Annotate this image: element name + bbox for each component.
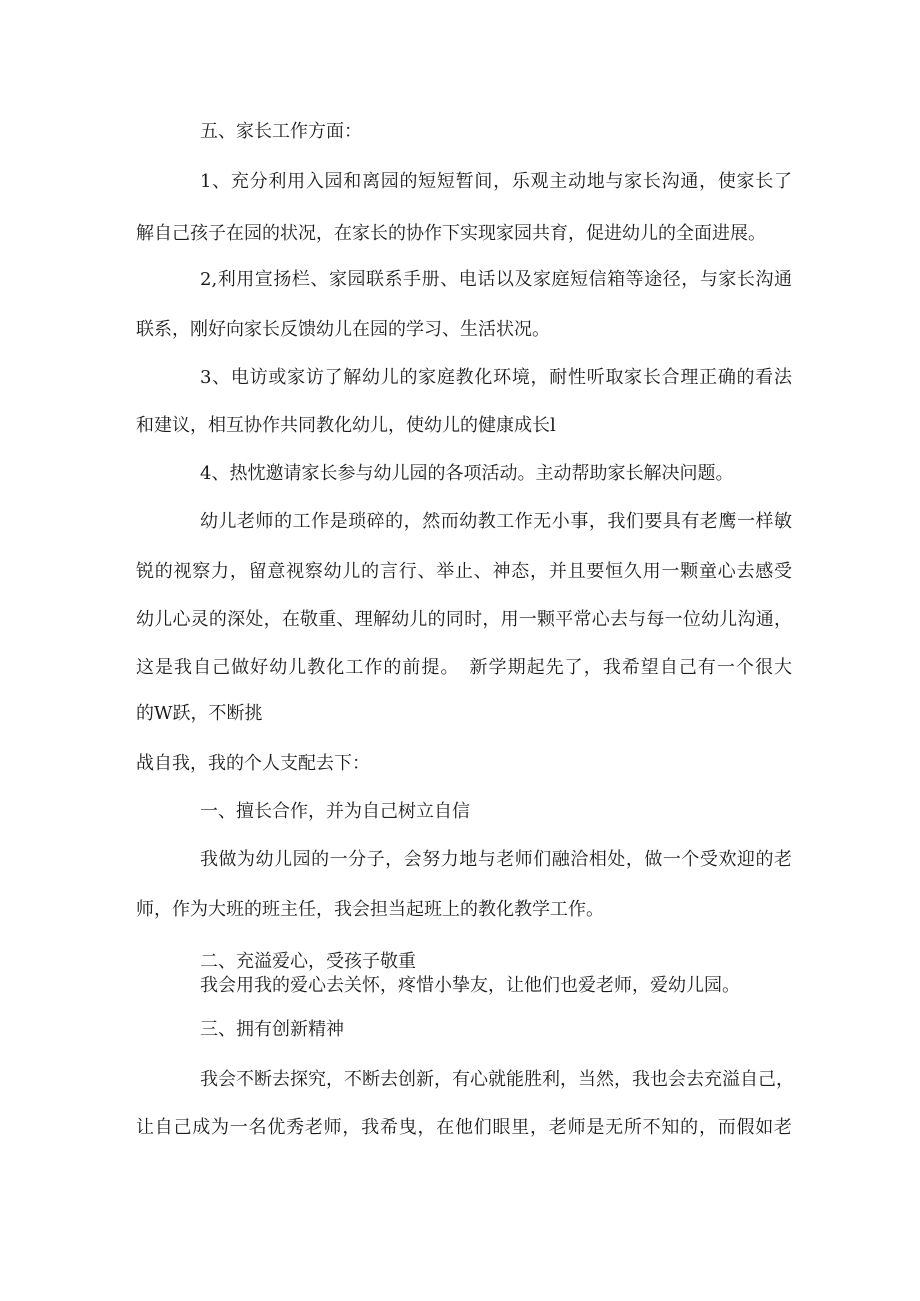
subsection-heading: 三、拥有创新精神 (200, 1019, 344, 1040)
paragraph-line: 的W跃，不断挑 (136, 703, 263, 724)
paragraph-line: 战自我，我的个人支配去下： (136, 753, 370, 774)
paragraph-line: 我会用我的爱心去关怀，疼惜小挚友，让他们也爱老师，爱幼儿园。 (200, 975, 740, 996)
subsection-heading: 二、充溢爱心，受孩子敬重 (200, 951, 416, 972)
paragraph-line: 让自己成为一名优秀老师，我希曳，在他们眼里，老师是无所不知的，而假如老 (136, 1117, 792, 1138)
paragraph-line: 解自己孩子在园的状况，在家长的协作下实现家园共育，促进幼儿的全面进展。 (136, 223, 766, 244)
paragraph-line: 幼儿老师的工作是琐碎的，然而幼教工作无小事，我们要具有老鹰一样敏 (200, 511, 792, 532)
paragraph-line: 3、电访或家访了解幼儿的家庭教化环境，耐性听取家长合理正确的看法 (200, 367, 792, 388)
paragraph-line: 师，作为大班的班主任，我会担当起班上的教化教学工作。 (136, 899, 604, 920)
paragraph-line: 2,利用宣扬栏、家园联系手册、电话以及家庭短信箱等途径，与家长沟通 (200, 269, 792, 290)
paragraph-line: 这是我自己做好幼儿教化工作的前提。 新学期起先了，我希望自己有一个很大 (136, 657, 792, 678)
paragraph-line: 1、充分利用入园和离园的短短暂间，乐观主动地与家长沟通，使家长了 (200, 171, 792, 192)
paragraph-line: 联系，刚好向家长反馈幼儿在园的学习、生活状况。 (136, 319, 550, 340)
paragraph-line: 我做为幼儿园的一分子，会努力地与老师们融洽相处，做一个受欢迎的老 (200, 849, 792, 870)
paragraph-line: 锐的视察力，留意视察幼儿的言行、举止、神态，并且要恒久用一颗童心去感受 (136, 561, 792, 582)
paragraph-line: 幼儿心灵的深处，在敬重、理解幼儿的同时，用一颗平常心去与每一位幼儿沟通， (136, 609, 792, 630)
section-heading-parent-work: 五、家长工作方面： (200, 121, 362, 142)
subsection-heading: 一、擅长合作，并为自己树立自信 (200, 801, 470, 822)
paragraph-line: 4、热忱邀请家长参与幼儿园的各项活动。主动帮助家长解决问题。 (200, 463, 734, 484)
paragraph-line: 和建议，相互协作共同教化幼儿，使幼儿的健康成长l (136, 415, 556, 436)
paragraph-line: 我会不断去探究，不断去创新，有心就能胜利，当然，我也会去充溢自己， (200, 1069, 794, 1090)
